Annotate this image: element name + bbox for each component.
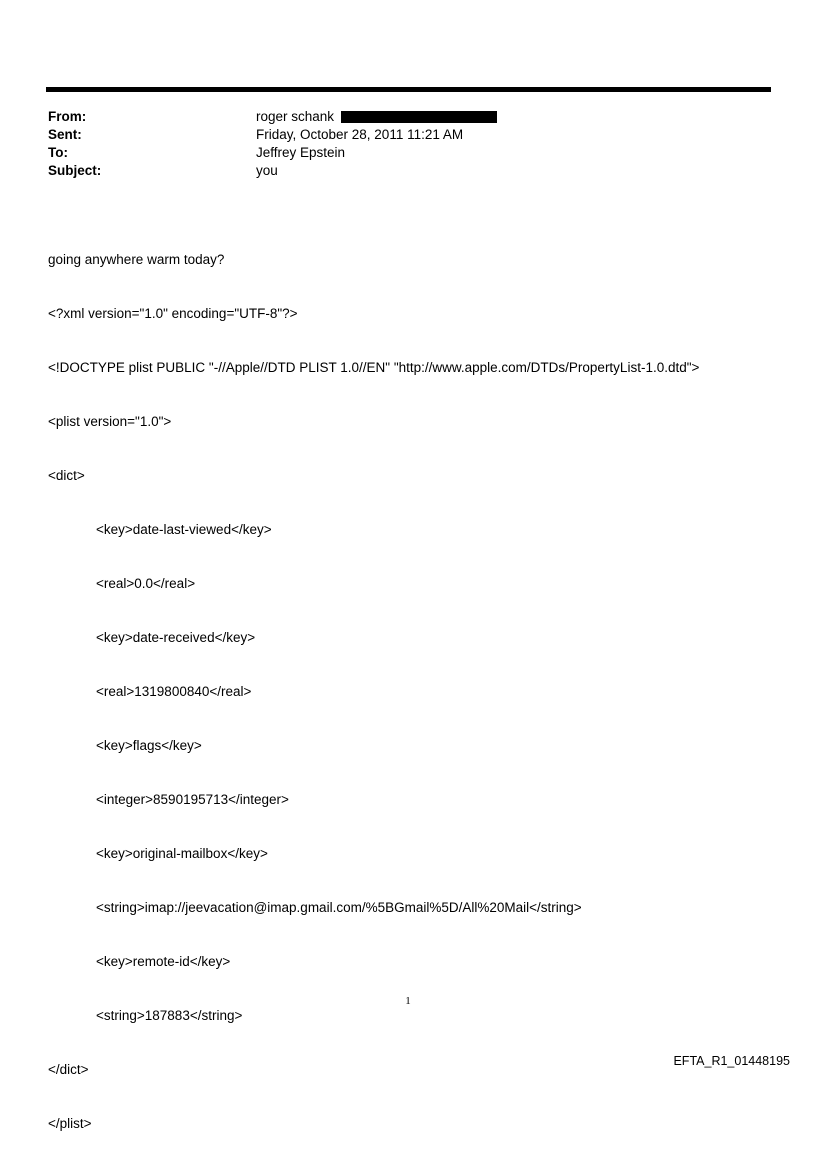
document-id: EFTA_R1_01448195 <box>673 1054 790 1068</box>
body-line: <key>original-mailbox</key> <box>96 846 268 861</box>
page-number: 1 <box>405 995 411 1007</box>
sent-row <box>48 126 497 144</box>
to-value: Jeffrey Epstein <box>256 145 346 160</box>
body-line: <integer>8590195713</integer> <box>96 792 289 807</box>
subject-row <box>48 162 497 180</box>
sent-value: Friday, October 28, 2011 11:21 AM <box>256 127 464 142</box>
from-label: From: <box>48 109 87 124</box>
body-line: <key>date-received</key> <box>96 630 256 645</box>
body-line: <dict> <box>48 468 85 483</box>
sent-label: Sent: <box>48 127 82 142</box>
body-line: </dict> <box>48 1062 89 1077</box>
body-line: <!DOCTYPE plist PUBLIC "-//Apple//DTD PLIST 1.0//EN" "http://www.apple.com/DTDs/PropertyList-1.0.dtd"> <box>48 360 700 375</box>
body-line: <plist version="1.0"> <box>48 414 172 429</box>
header-divider <box>46 87 771 92</box>
body-line: <key>date-last-viewed</key> <box>96 522 272 537</box>
subject-label: Subject: <box>48 163 102 178</box>
email-body <box>48 215 699 1151</box>
from-row <box>48 108 497 126</box>
email-header <box>48 108 497 180</box>
to-row <box>48 144 497 162</box>
to-label: To: <box>48 145 68 160</box>
body-line: <real>0.0</real> <box>96 576 196 591</box>
from-name: roger schank <box>256 109 335 124</box>
body-line: going anywhere warm today? <box>48 252 225 267</box>
from-value <box>256 108 497 126</box>
body-line: <string>imap://jeevacation@imap.gmail.com/%5BGmail%5D/All%20Mail</string> <box>96 900 582 915</box>
subject-value: you <box>256 163 278 178</box>
body-line: <key>flags</key> <box>96 738 202 753</box>
body-line: <?xml version="1.0" encoding="UTF-8"?> <box>48 306 298 321</box>
body-line: <real>1319800840</real> <box>96 684 252 699</box>
body-line: </plist> <box>48 1116 92 1131</box>
redaction-box <box>341 111 497 123</box>
body-line: <string>187883</string> <box>96 1008 243 1023</box>
body-line: <key>remote-id</key> <box>96 954 231 969</box>
